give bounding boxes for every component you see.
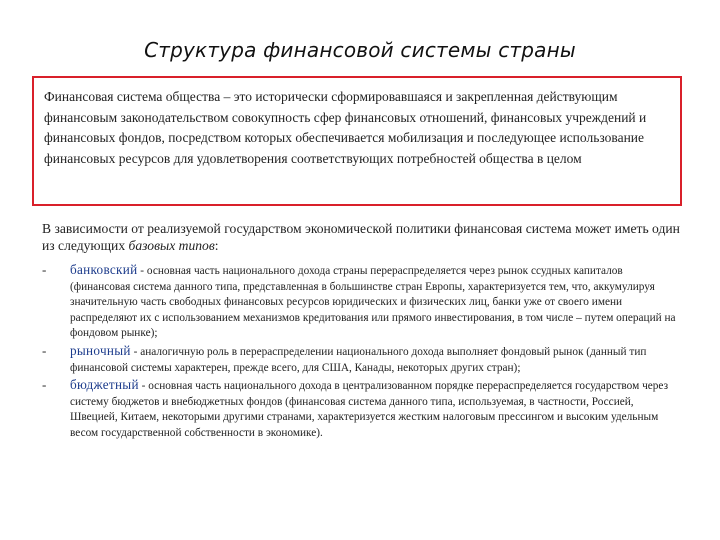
intro-text: В зависимости от реализуемой государством экономической политики финансовая система может иметь один из следующих [42,221,680,253]
definition-text: – это исторически сформировавшаяся и закрепленная действующим финансовым законодательством совокупность сфер финансовых отношений, финансовых учреждений и финансовых фондов, посредством которых обеспечивается мобилизация и последующее использование финансовых ресурсов для удовлетворения соответствующих потребностей общества в целом [44,89,647,166]
type-item-budget [42,377,682,441]
list-dash: - [42,262,47,277]
intro-emphasis: базовых типов [128,238,215,253]
type-name-budget: бюджетный [70,377,139,393]
definition-term: Финансовая система общества [44,89,221,104]
list-dash: - [42,377,47,393]
type-name-banking: банковский [70,262,138,277]
type-item-market [42,343,682,376]
type-name-market: рыночный [70,342,131,358]
type-text-market: - аналогичную роль в перераспределении национального дохода выполняет фондовый рынок (данный тип финансовой системы характерен, прежде всего, для США, Канады, некоторых других стран); [70,345,647,374]
definition-box [32,76,682,206]
list-dash: - [42,342,47,358]
financial-system-types-list [42,260,682,442]
type-text-budget: - основная часть национального дохода в централизованном порядке перераспределяется государством через систему бюджетов и внебюджетных фондов (финансовая система данного типа, используемая, в частности, Россией, Швецией, Китаем, некоторыми другими странами, характеризуется жестким налоговым прессингом и высоким удельным весом государственной собственности в экономике). [70,380,669,439]
type-item-banking [42,262,682,342]
intro-suffix: : [214,238,219,253]
intro-paragraph [42,220,682,254]
slide-title: Структура финансовой системы страны [144,38,576,62]
type-text-banking: - основная часть национального дохода страны перераспределяется через рынок ссудных капиталов (финансовая система данного типа, представленная в большинстве стран Европы, характеризуется тем, что, аккумулируя значительную часть свободных финансовых ресурсов юридических и физических лиц, банки уже от своего имени распределяют их с использованием механизмов кредитования или прямого инвестирования, в том числе – путем операций на фондовом рынке); [70,265,676,340]
